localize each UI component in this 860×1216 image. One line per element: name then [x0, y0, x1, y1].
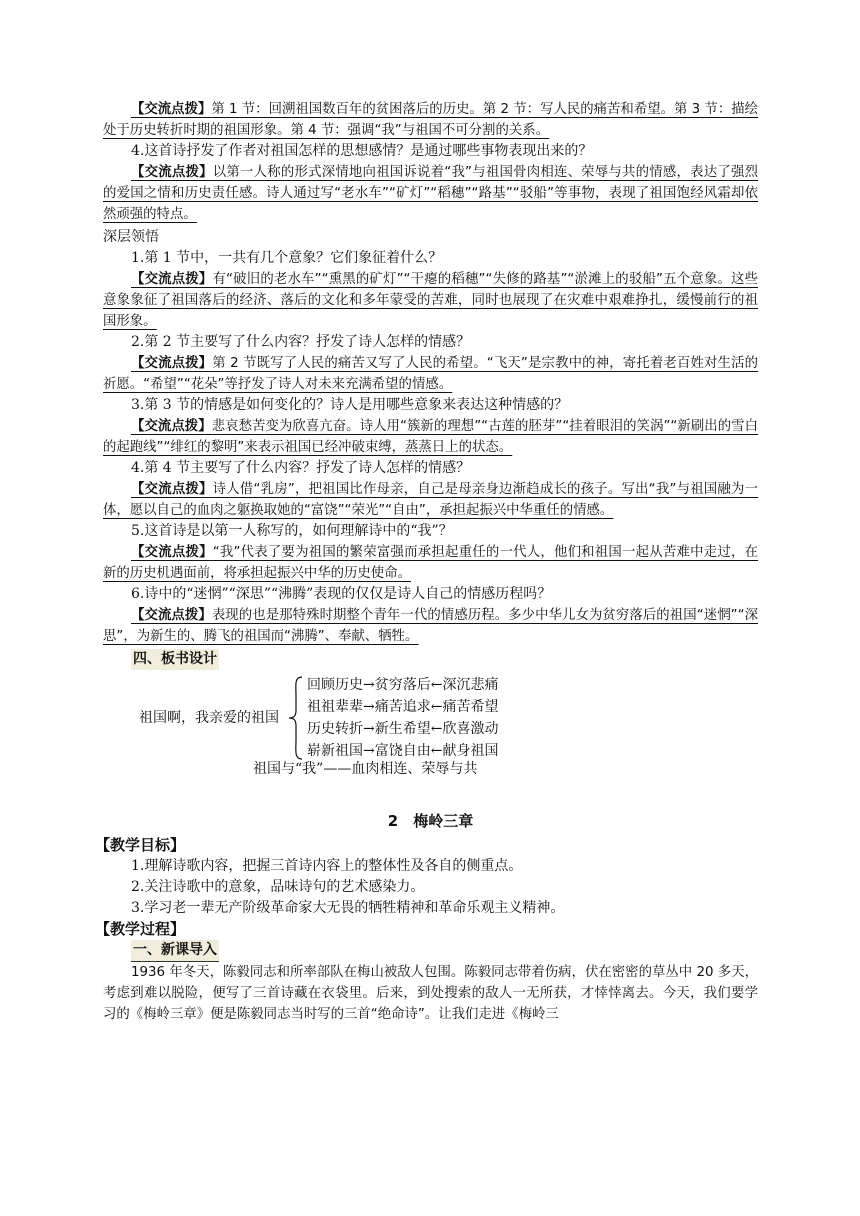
board-row: 崭新祖国→富饶自由←献身祖国	[307, 743, 499, 759]
goals-heading: 【教学目标】	[95, 836, 186, 854]
answer-paragraph	[103, 353, 758, 395]
answer-paragraph	[103, 605, 758, 647]
deep-item	[103, 248, 758, 332]
deep-item	[103, 395, 758, 458]
q4-answer	[103, 162, 758, 225]
question-text: 4.第 4 节主要写了什么内容？抒发了诗人怎样的情感？	[131, 460, 471, 476]
question-text: 3.第 3 节的情感是如何变化的？诗人是用哪些意象来表达这种情感的？	[131, 397, 569, 413]
answer-tag: 【交流点拨】	[131, 545, 213, 560]
curly-brace-icon	[288, 676, 304, 760]
answer-tag: 【交流点拨】	[131, 608, 212, 623]
answer-text: 第 1 节：回溯祖国数百年的贫困落后的历史。第 2 节：写人民的痛苦和希望。第 3 节：描绘处于历史转折时期的祖国形象。第 4 节：强调“我”与祖国不可分割的关系。	[103, 102, 758, 138]
process-heading: 【教学过程】	[95, 920, 186, 938]
lesson-title: 2 梅岭三章	[387, 812, 474, 830]
board-row: 祖祖辈辈→痛苦追求←痛苦希望	[307, 699, 499, 715]
deep-item	[103, 458, 758, 521]
board-summary: 祖国与“我”——血肉相连、荣辱与共	[253, 761, 478, 777]
q3-answer	[103, 99, 758, 141]
answer-tag: 【交流点拨】	[131, 272, 213, 287]
question-text: 5.这首诗是以第一人称写的，如何理解诗中的“我”？	[131, 523, 453, 539]
board-row: 历史转折→新生希望←欣喜激动	[307, 721, 499, 737]
answer-tag: 【交流点拨】	[131, 482, 213, 497]
question-text: 2.第 2 节主要写了什么内容？抒发了诗人怎样的情感？	[131, 334, 471, 350]
answer-paragraph	[103, 542, 758, 584]
intro-paragraph: 1936 年冬天，陈毅同志和所率部队在梅山被敌人包围。陈毅同志带着伤病，伏在密密的草丛中 20 多天，考虑到难以脱险，便写了三首诗藏在衣袋里。后来，到处搜索的敌人一无所获，才悻悻离去。今天，我们要学习的《梅岭三章》便是陈毅同志当时写的三首“绝命诗”。让我们走进《梅岭三	[103, 965, 758, 1022]
section-heading-deep: 深层领悟	[103, 229, 159, 245]
deep-item	[103, 584, 758, 647]
intro-heading-wrap	[131, 940, 758, 962]
answer-text: 第 2 节既写了人民的痛苦又写了人民的希望。“飞天”是宗教中的神，寄托着老百姓对生活的祈愿。“希望”“花朵”等抒发了诗人对未来充满希望的情感。	[103, 356, 759, 392]
answer-text: 以第一人称的形式深情地向祖国诉说着“我”与祖国骨肉相连、荣辱与共的情感，表达了强烈的爱国之情和历史责任感。诗人通过写“老水车”“矿灯”“稻穗”“路基”“驳船”等事物，表现了祖国饱经风霜却依然顽强的特点。	[103, 165, 759, 222]
deep-item	[103, 332, 758, 395]
answer-text: 悲哀愁苦变为欣喜亢奋。诗人用“簇新的理想”“古莲的胚芽”“挂着眼泪的笑涡”“新刷出的雪白的起跑线”“绯红的黎明”来表示祖国已经冲破束缚，蒸蒸日上的状态。	[103, 419, 759, 455]
answer-text: 有“破旧的老水车”“熏黑的矿灯”“干瘪的稻穗”“失修的路基”“淤滩上的驳船”五个意象。这些意象象征了祖国落后的经济、落后的文化和多年蒙受的苦难，同时也展现了在灾难中艰难挣扎，缓慢前行的祖国形象。	[103, 272, 758, 329]
board-design	[103, 674, 758, 784]
answer-tag: 【交流点拨】	[131, 356, 213, 371]
answer-tag: 【交流点拨】	[131, 165, 213, 180]
answer-paragraph	[103, 479, 758, 521]
goal-item: 1.理解诗歌内容，把握三首诗内容上的整体性及各自的侧重点。	[131, 858, 523, 874]
question-text: 1.第 1 节中，一共有几个意象？它们象征着什么？	[131, 250, 443, 266]
goal-item: 3.学习老一辈无产阶级革命家大无畏的牺牲精神和革命乐观主义精神。	[131, 900, 565, 916]
page-content	[95, 99, 759, 1025]
answer-tag: 【交流点拨】	[131, 419, 212, 434]
question-text: 6.诗中的“迷惘”“深思”“沸腾”表现的仅仅是诗人自己的情感历程吗？	[131, 586, 552, 602]
deep-item	[103, 521, 758, 584]
board-row: 回顾历史→贫穷落后←深沉悲痛	[307, 677, 499, 693]
board-heading: 四、板书设计	[131, 649, 219, 670]
answer-text: 诗人借“乳房”，把祖国比作母亲，自己是母亲身边渐趋成长的孩子。写出“我”与祖国融为一体，愿以自己的血肉之躯换取她的“富饶”“荣光”“自由”，承担起振兴中华重任的情感。	[103, 482, 759, 518]
answer-paragraph	[103, 269, 758, 332]
answer-tag: 【交流点拨】	[131, 102, 212, 117]
goal-item: 2.关注诗歌中的意象，品味诗句的艺术感染力。	[131, 879, 425, 895]
question-text: 4.这首诗抒发了作者对祖国怎样的思想感情？是通过哪些事物表现出来的？	[131, 143, 593, 159]
board-root-label: 祖国啊，我亲爱的祖国	[139, 710, 279, 726]
answer-text: “我”代表了要为祖国的繁荣富强而承担起重任的一代人，他们和祖国一起从苦难中走过，在新的历史机遇面前，将承担起振兴中华的历史使命。	[103, 545, 759, 581]
intro-heading: 一、新课导入	[131, 940, 219, 962]
answer-paragraph	[103, 416, 758, 458]
answer-text: 表现的也是那特殊时期整个青年一代的情感历程。多少中华儿女为贫穷落后的祖国“迷惘”“深思”，为新生的、腾飞的祖国而“沸腾”、奉献、牺牲。	[103, 608, 759, 644]
